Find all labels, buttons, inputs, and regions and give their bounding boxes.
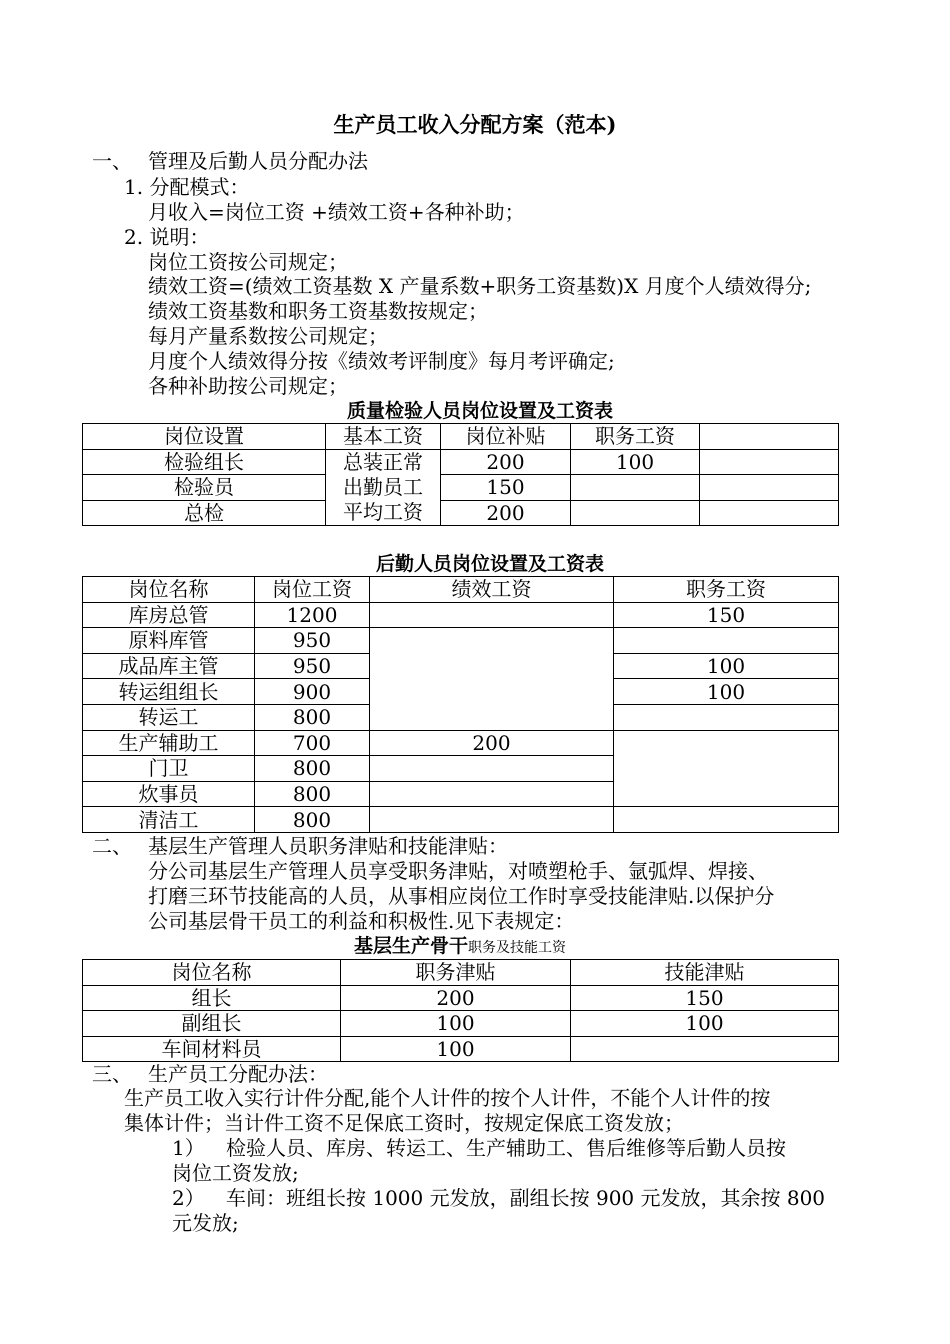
name-cell: 炊事员	[83, 781, 255, 807]
name-cell: 转运组组长	[83, 679, 255, 705]
section2-heading: 基层生产管理人员职务津贴和技能津贴：	[148, 834, 508, 858]
section3-item1-line: 检验人员、库房、转运工、生产辅助工、售后维修等后勤人员按	[226, 1136, 786, 1160]
cell: 组长	[83, 985, 341, 1011]
allowance-cell: 200	[441, 500, 571, 526]
post-cell: 检验员	[83, 475, 326, 501]
allowance-cell: 200	[441, 449, 571, 475]
header-cell: 职务津贴	[341, 960, 571, 986]
logistics-table	[82, 576, 839, 833]
section1-heading: 管理及后勤人员分配办法	[148, 149, 368, 173]
duty-cell	[614, 704, 839, 730]
duty-cell: 100	[614, 679, 839, 705]
header-cell: 岗位设置	[83, 424, 326, 450]
table-row	[83, 628, 839, 654]
wage-cell: 800	[255, 781, 370, 807]
duty-cell	[571, 475, 700, 501]
cell	[571, 1036, 839, 1062]
wage-cell: 700	[255, 730, 370, 756]
header-cell	[700, 424, 839, 450]
name-cell: 库房总管	[83, 602, 255, 628]
cell: 100	[571, 1011, 839, 1037]
empty-cell	[370, 602, 614, 628]
post-cell: 总检	[83, 500, 326, 526]
table2-title: 后勤人员岗位设置及工资表	[375, 553, 604, 575]
section3-item1-number: 1）	[172, 1136, 205, 1160]
section3-para-line: 生产员工收入实行计件分配,能个人计件的按个人计件，不能个人计件的按	[124, 1086, 771, 1110]
section2-para-line: 打磨三环节技能高的人员，从事相应岗位工作时享受技能津贴.以保护分	[148, 884, 775, 908]
cell: 100	[341, 1011, 571, 1037]
section1-note: 岗位工资按公司规定；	[148, 250, 348, 274]
section2-para-line: 公司基层骨干员工的利益和积极性.见下表规定：	[148, 909, 575, 933]
cell: 150	[571, 985, 839, 1011]
empty-cell	[700, 475, 839, 501]
section3-item1-line: 岗位工资发放;	[172, 1161, 299, 1185]
header-cell: 岗位名称	[83, 577, 255, 603]
empty-cell	[370, 807, 614, 833]
section1-number: 一、	[92, 149, 132, 173]
table-row	[83, 449, 839, 475]
section1-note: 各种补助按公司规定；	[148, 374, 348, 398]
header-cell: 岗位名称	[83, 960, 341, 986]
empty-cell	[700, 449, 839, 475]
table-row	[83, 602, 839, 628]
header-cell: 岗位补贴	[441, 424, 571, 450]
section1-note: 绩效工资基数和职务工资基数按规定；	[148, 299, 488, 323]
section1-item1-label: 1. 分配模式：	[124, 175, 250, 199]
header-cell: 职务工资	[571, 424, 700, 450]
table-row	[83, 500, 839, 526]
wage-cell: 800	[255, 807, 370, 833]
name-cell: 生产辅助工	[83, 730, 255, 756]
grassroots-table	[82, 959, 839, 1062]
table-row	[83, 1036, 839, 1062]
table3-title-small: 职务及技能工资	[468, 940, 566, 956]
section1-note: 月度个人绩效得分按《绩效考评制度》每月考评确定;	[148, 349, 615, 373]
section3-number: 三、	[92, 1062, 132, 1086]
table3-title-main: 基层生产骨干	[353, 935, 468, 957]
basic-salary-line: 平均工资	[343, 499, 423, 524]
section1-note: 每月产量系数按公司规定；	[148, 324, 388, 348]
duty-cell	[614, 807, 839, 833]
name-cell: 清洁工	[83, 807, 255, 833]
duty-cell	[614, 628, 839, 654]
header-cell: 基本工资	[326, 424, 441, 450]
basic-salary-cell	[326, 449, 441, 526]
wage-cell: 900	[255, 679, 370, 705]
empty-cell	[370, 781, 614, 807]
wage-cell: 1200	[255, 602, 370, 628]
header-cell: 职务工资	[614, 577, 839, 603]
basic-salary-line: 出勤员工	[343, 474, 423, 499]
wage-cell: 800	[255, 756, 370, 782]
wage-cell: 950	[255, 653, 370, 679]
quality-inspection-table	[82, 423, 839, 526]
header-cell: 绩效工资	[370, 577, 614, 603]
duty-cell: 100	[614, 653, 839, 679]
section3-item2-number: 2）	[172, 1186, 205, 1210]
duty-cell: 100	[571, 449, 700, 475]
table-row	[83, 807, 839, 833]
post-cell: 检验组长	[83, 449, 326, 475]
section2-number: 二、	[92, 834, 132, 858]
duty-cell: 150	[614, 602, 839, 628]
table-header-row	[83, 424, 839, 450]
name-cell: 转运工	[83, 704, 255, 730]
section3-para-line: 集体计件；当计件工资不足保底工资时，按规定保底工资发放；	[124, 1111, 684, 1135]
section3-item2-line: 元发放;	[172, 1211, 239, 1235]
header-cell: 技能津贴	[571, 960, 839, 986]
section1-note: 绩效工资=(绩效工资基数 X 产量系数+职务工资基数)X 月度个人绩效得分;	[148, 274, 812, 298]
cell: 副组长	[83, 1011, 341, 1037]
name-cell: 成品库主管	[83, 653, 255, 679]
cell: 车间材料员	[83, 1036, 341, 1062]
table3-title	[0, 934, 920, 961]
section3-heading: 生产员工分配办法：	[148, 1062, 328, 1086]
header-cell: 岗位工资	[255, 577, 370, 603]
cell: 200	[341, 985, 571, 1011]
table-row	[83, 475, 839, 501]
name-cell: 门卫	[83, 756, 255, 782]
section3-item2-line: 车间：班组长按 1000 元发放，副组长按 900 元发放，其余按 800	[226, 1186, 826, 1210]
table-row	[83, 985, 839, 1011]
table-row	[83, 1011, 839, 1037]
basic-salary-line: 总装正常	[343, 449, 423, 474]
table-row	[83, 730, 839, 756]
section1-formula: 月收入=岗位工资 +绩效工资+各种补助；	[148, 200, 525, 224]
section2-para-line: 分公司基层生产管理人员享受职务津贴，对喷塑枪手、氩弧焊、焊接、	[148, 859, 768, 883]
section1-item2-label: 2. 说明：	[124, 225, 210, 249]
table1-title: 质量检验人员岗位设置及工资表	[346, 400, 613, 422]
allowance-cell: 150	[441, 475, 571, 501]
table-header-row	[83, 577, 839, 603]
performance-cell: 200	[370, 730, 614, 756]
duty-cell	[614, 730, 839, 807]
empty-cell	[700, 500, 839, 526]
table-header-row	[83, 960, 839, 986]
name-cell: 原料库管	[83, 628, 255, 654]
page-title: 生产员工收入分配方案（范本)	[333, 112, 617, 137]
empty-cell	[370, 628, 614, 730]
wage-cell: 800	[255, 704, 370, 730]
cell: 100	[341, 1036, 571, 1062]
empty-cell	[370, 756, 614, 782]
wage-cell: 950	[255, 628, 370, 654]
duty-cell	[571, 500, 700, 526]
